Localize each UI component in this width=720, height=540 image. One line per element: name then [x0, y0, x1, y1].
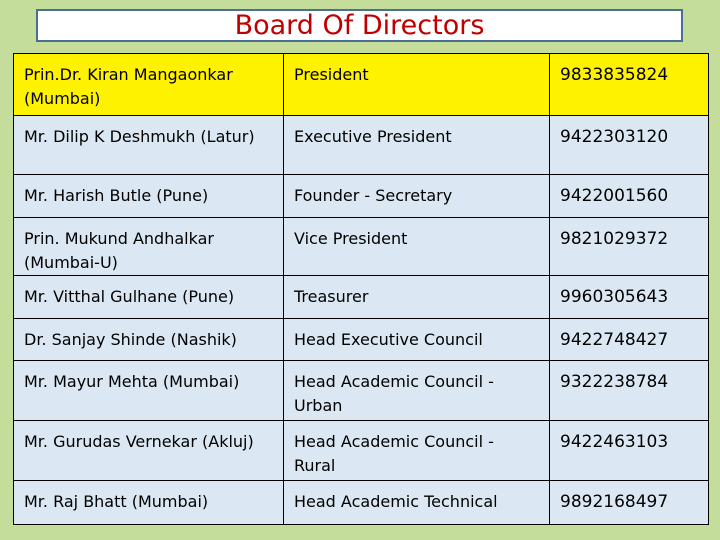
page-title: Board Of Directors [234, 10, 485, 41]
table-row [14, 481, 709, 525]
director-phone: 9422463103 [550, 421, 709, 481]
director-name: Mr. Dilip K Deshmukh (Latur) [14, 116, 284, 175]
table-row [14, 175, 709, 218]
director-phone: 9960305643 [550, 276, 709, 319]
table-row [14, 116, 709, 175]
director-phone: 9821029372 [550, 218, 709, 276]
director-name: Mr. Vitthal Gulhane (Pune) [14, 276, 284, 319]
director-phone: 9422303120 [550, 116, 709, 175]
director-position: Executive President [284, 116, 550, 175]
director-phone: 9422001560 [550, 175, 709, 218]
director-position: Head Academic Council - Rural [284, 421, 550, 481]
director-name: Mr. Raj Bhatt (Mumbai) [14, 481, 284, 525]
director-name: Prin. Mukund Andhalkar (Mumbai-U) [14, 218, 284, 276]
director-position: Head Academic Council - Urban [284, 361, 550, 421]
table-row [14, 319, 709, 361]
director-position: Vice President [284, 218, 550, 276]
director-phone: 9833835824 [550, 54, 709, 116]
table-row [14, 361, 709, 421]
director-phone: 9892168497 [550, 481, 709, 525]
director-position: President [284, 54, 550, 116]
director-name: Mr. Gurudas Vernekar (Akluj) [14, 421, 284, 481]
table-row [14, 218, 709, 276]
director-position: Head Executive Council [284, 319, 550, 361]
title-box [36, 9, 683, 42]
director-position: Founder - Secretary [284, 175, 550, 218]
director-position: Treasurer [284, 276, 550, 319]
director-name: Mr. Harish Butle (Pune) [14, 175, 284, 218]
table-row [14, 421, 709, 481]
director-position: Head Academic Technical [284, 481, 550, 525]
director-name: Dr. Sanjay Shinde (Nashik) [14, 319, 284, 361]
director-name: Prin.Dr. Kiran Mangaonkar (Mumbai) [14, 54, 284, 116]
table-row [14, 54, 709, 116]
director-phone: 9422748427 [550, 319, 709, 361]
director-name: Mr. Mayur Mehta (Mumbai) [14, 361, 284, 421]
directors-table [13, 53, 709, 525]
director-phone: 9322238784 [550, 361, 709, 421]
table-row [14, 276, 709, 319]
